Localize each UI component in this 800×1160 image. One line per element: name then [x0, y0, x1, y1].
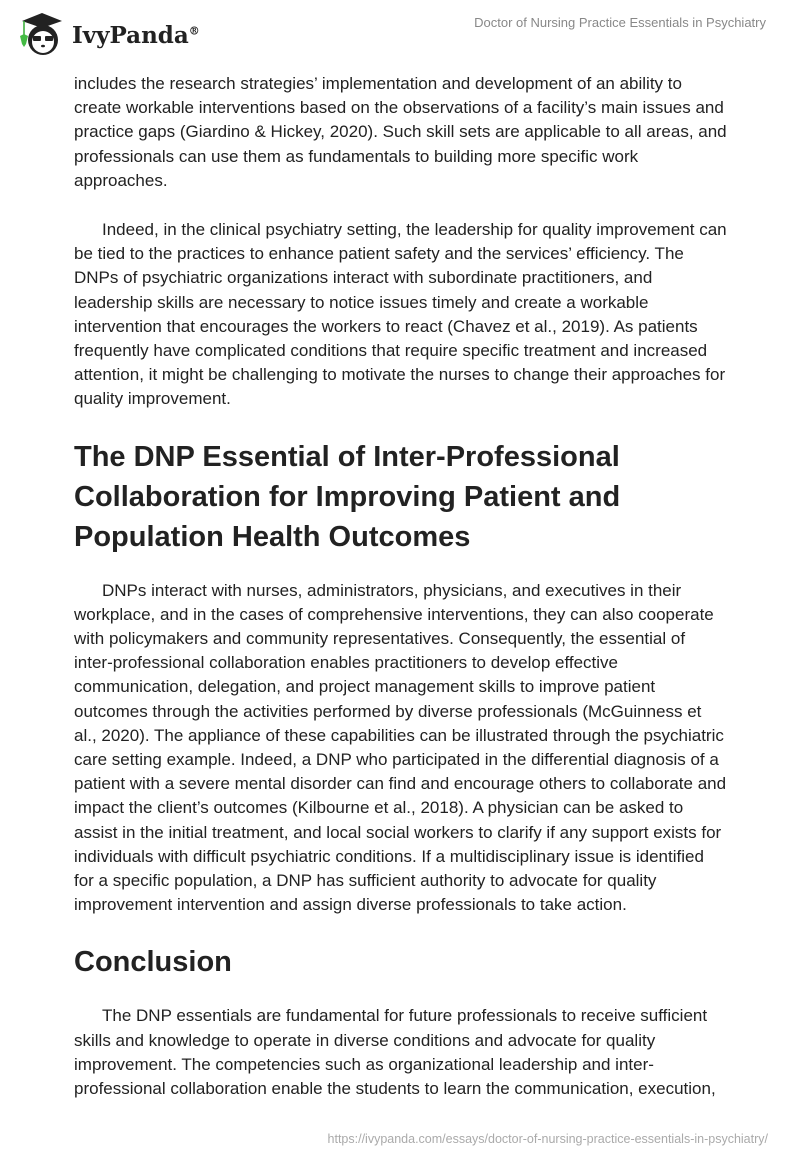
panda-graduate-icon: [18, 12, 64, 58]
paragraph: Indeed, in the clinical psychiatry setting, the leadership for quality improvement can be tied to the practices to enhance patient safety and the services’ efficiency. The DNPs of psychiatric organizations interact with subordinate practitioners, and leadership skills are necessary to notice issues timely and create a workable intervention that encourages the workers to react (Chavez et al., 2019). As patients frequently have complicated conditions that require specific treatment and increased attention, it might be challenging to motivate the nurses to change their approaches for quality improvement.: [74, 220, 727, 409]
document-title: Doctor of Nursing Practice Essentials in Psychiatry: [474, 15, 766, 30]
paragraph: includes the research strategies’ implementation and development of an ability to create workable interventions based on the observations of a facility’s main issues and practice gaps (Giardino & Hickey, 2020). Such skill sets are applicable to all areas, and professionals can use them as fundamentals to building more specific work approaches.: [74, 74, 727, 190]
ivypanda-logo[interactable]: [18, 12, 200, 58]
page-header: [0, 0, 800, 60]
essay-content: [74, 72, 728, 1126]
paragraph: The DNP essentials are fundamental for future professionals to receive sufficient skills and knowledge to operate in diverse conditions and advocate for quality improvement. The competencies such as organizational leadership and inter-professional collaboration enable the students to learn the communication, execution,: [74, 1006, 716, 1099]
section-heading: The DNP Essential of Inter-Professional Collaboration for Improving Patient and Population Health Outcomes: [74, 440, 621, 553]
paragraph: DNPs interact with nurses, administrators, physicians, and executives in their workplace, and in the cases of comprehensive interventions, they can also cooperate with policymakers and community representatives. Consequently, the essential of inter-professional collaboration enables practitioners to develop effective communication, delegation, and project management skills to improve patient outcomes through the activities performed by diverse professionals (McGuinness et al., 2020). The appliance of these capabilities can be illustrated through the psychiatric care setting example. Indeed, a DNP who participated in the differential diagnosis of a patient with a severe mental disorder can find and encourage others to collaborate and impact the client’s outcomes (Kilbourne et al., 2018). A physician can be asked to assist in the initial treatment, and local social workers to clarify if any support exists for individuals with difficult psychiatric conditions. If a multidisciplinary issue is identified for a specific population, a DNP has sufficient authority to advocate for quality improvement intervention and assign diverse professionals to take action.: [74, 580, 727, 915]
registered-mark: ®: [188, 23, 200, 37]
logo-text: IvyPanda: [72, 21, 189, 49]
source-url[interactable]: https://ivypanda.com/essays/doctor-of-nursing-practice-essentials-in-psychiatry/: [327, 1132, 768, 1146]
section-heading: Conclusion: [74, 946, 232, 979]
